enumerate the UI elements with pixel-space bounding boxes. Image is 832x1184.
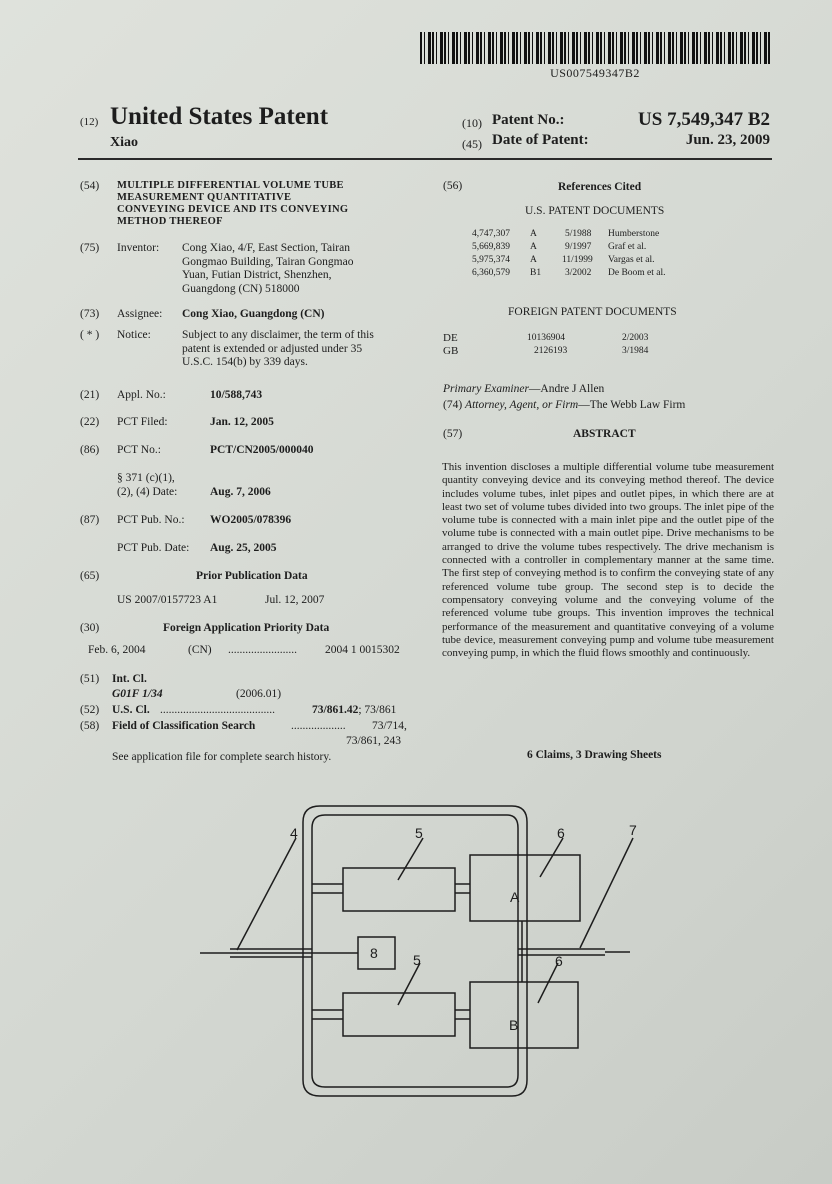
prior-heading: Prior Publication Data bbox=[196, 570, 308, 582]
priority-dots: ........................ bbox=[228, 644, 297, 656]
intcl-class: G01F 1/34 bbox=[112, 688, 163, 700]
label-6-lower: 6 bbox=[555, 953, 563, 969]
code-58: (58) bbox=[80, 720, 100, 732]
see-application: See application file for complete search history. bbox=[112, 751, 332, 763]
inventor-label: Inventor: bbox=[117, 242, 160, 254]
code-30: (30) bbox=[80, 622, 100, 634]
ref-date: 11/1999 bbox=[562, 255, 593, 265]
code-73: (73) bbox=[80, 308, 100, 320]
field-dots: ................... bbox=[291, 720, 346, 732]
field-label: Field of Classification Search bbox=[112, 720, 256, 732]
leader-6a bbox=[540, 838, 563, 877]
pct-no-value: PCT/CN2005/000040 bbox=[210, 444, 314, 456]
title-line: MULTIPLE DIFFERENTIAL VOLUME TUBE bbox=[117, 180, 344, 191]
leader-5a bbox=[398, 838, 423, 880]
document-type: United States Patent bbox=[110, 103, 329, 130]
priority-date: Feb. 6, 2004 bbox=[88, 644, 146, 656]
ref-number: 5,669,839 bbox=[472, 242, 510, 252]
appl-value: 10/588,743 bbox=[210, 389, 263, 401]
examiner-name: —Andre J Allen bbox=[528, 383, 605, 395]
foreign-priority-heading: Foreign Application Priority Data bbox=[163, 622, 330, 634]
label-7: 7 bbox=[629, 822, 637, 838]
label-box-b: B bbox=[509, 1017, 519, 1033]
title-line: METHOD THEREOF bbox=[117, 216, 223, 227]
code-10: (10) bbox=[462, 116, 482, 130]
abstract-heading: ABSTRACT bbox=[573, 428, 636, 440]
abstract-text: This invention discloses a multiple differential volume tube measurement quantity conveying device and its conveying method thereof. The device includes volume tubes, inlet pipes and outlet pipes, in which there are at least two set of volume tubes divided into two groups. The inlet pipe of the volume tube is connected with a main inlet pipe and the outlet pipe of the volume tube is connected with a main outlet pipe. Drive mechanisms to be arranged to drive the volume tubes respectively. The drive mechanism is connected with a controller in complementary manner at the same time. The first step of conveying method is to confirm the conveying state of any referenced volume tube group. The second step is to decide the compensatory conveying volume and the conveying volume of the referenced volume tube groups. This invention improves the technical performance of the measurement and quantitative conveying of a volume tube device, measurement conveying pump and volume tube measurement conveying pump, in which the fluid flows smoothly and continuously. bbox=[442, 461, 774, 660]
foreign-number: 10136904 bbox=[527, 333, 565, 343]
ref-name: Humberstone bbox=[608, 229, 660, 239]
ref-date: 5/1988 bbox=[565, 229, 592, 239]
label-8: 8 bbox=[370, 945, 378, 961]
code-12: (12) bbox=[80, 116, 99, 128]
notice-line: Subject to any disclaimer, the term of this bbox=[182, 329, 374, 341]
s371-value: Aug. 7, 2006 bbox=[210, 486, 271, 498]
ref-name: Vargas et al. bbox=[608, 255, 655, 265]
notice-label: Notice: bbox=[117, 329, 151, 341]
address-line: Yuan, Futian District, Shenzhen, bbox=[182, 269, 332, 281]
prior-number: US 2007/0157723 A1 bbox=[117, 594, 218, 606]
ref-kind: A bbox=[530, 255, 537, 265]
patent-number: US 7,549,347 B2 bbox=[638, 109, 770, 130]
code-21: (21) bbox=[80, 389, 100, 401]
attorney-label: Attorney, Agent, or Firm bbox=[465, 399, 579, 411]
pct-pub-no-value: WO2005/078396 bbox=[210, 514, 292, 526]
uscl-label: U.S. Cl. bbox=[112, 704, 150, 716]
notice-line: U.S.C. 154(b) by 339 days. bbox=[182, 356, 308, 368]
intcl-year: (2006.01) bbox=[236, 688, 282, 700]
claims-summary: 6 Claims, 3 Drawing Sheets bbox=[527, 749, 662, 761]
title-line: MEASUREMENT QUANTITATIVE bbox=[117, 192, 292, 203]
foreign-date: 3/1984 bbox=[622, 346, 649, 356]
ref-name: Graf et al. bbox=[608, 242, 647, 252]
code-45: (45) bbox=[462, 137, 482, 151]
prior-date: Jul. 12, 2007 bbox=[265, 594, 325, 606]
code-notice: ( * ) bbox=[80, 329, 100, 341]
code-74: (74) bbox=[443, 399, 463, 411]
pct-pub-date-value: Aug. 25, 2005 bbox=[210, 542, 277, 554]
foreign-docs-heading: FOREIGN PATENT DOCUMENTS bbox=[508, 306, 677, 318]
pct-pub-date-label: PCT Pub. Date: bbox=[117, 542, 190, 554]
volume-tube-lower bbox=[343, 993, 455, 1036]
references-heading: References Cited bbox=[558, 181, 642, 193]
foreign-country: DE bbox=[443, 332, 458, 344]
code-65: (65) bbox=[80, 570, 100, 582]
ref-kind: B1 bbox=[530, 268, 542, 278]
address-line: Guangdong (CN) 518000 bbox=[182, 282, 300, 295]
foreign-country: GB bbox=[443, 345, 459, 357]
label-4: 4 bbox=[290, 825, 298, 841]
priority-number: 2004 1 0015302 bbox=[325, 644, 400, 656]
foreign-number: 2126193 bbox=[534, 346, 568, 356]
code-51: (51) bbox=[80, 673, 100, 685]
ref-date: 3/2002 bbox=[565, 268, 592, 278]
code-56: (56) bbox=[443, 180, 463, 192]
uscl-secondary: ; 73/861 bbox=[358, 704, 397, 716]
attorney-name: —The Webb Law Firm bbox=[578, 399, 686, 411]
code-57: (57) bbox=[443, 428, 463, 440]
leader-4 bbox=[237, 838, 296, 950]
ref-number: 4,747,307 bbox=[472, 229, 510, 239]
label-6-upper: 6 bbox=[557, 825, 565, 841]
s371-line: (2), (4) Date: bbox=[117, 485, 178, 498]
code-75: (75) bbox=[80, 242, 100, 254]
field-value-1: 73/714, bbox=[372, 720, 407, 732]
intcl-label: Int. Cl. bbox=[112, 673, 147, 685]
pct-filed-value: Jan. 12, 2005 bbox=[210, 416, 274, 428]
outer-pipe-inner bbox=[312, 815, 518, 1087]
ref-date: 9/1997 bbox=[565, 242, 592, 252]
s371-line: § 371 (c)(1), bbox=[117, 472, 175, 484]
leader-5b bbox=[398, 963, 420, 1005]
volume-tube-upper bbox=[343, 868, 455, 911]
pct-pub-no-label: PCT Pub. No.: bbox=[117, 514, 185, 526]
foreign-date: 2/2003 bbox=[622, 333, 649, 343]
us-docs-heading: U.S. PATENT DOCUMENTS bbox=[525, 205, 665, 217]
leader-7 bbox=[580, 838, 633, 948]
title-line: CONVEYING DEVICE AND ITS CONVEYING bbox=[117, 204, 349, 215]
address-line: Gongmao Building, Tairan Gongmao bbox=[182, 255, 354, 268]
code-86: (86) bbox=[80, 444, 100, 456]
ref-number: 6,360,579 bbox=[472, 268, 510, 278]
inventor-surname: Xiao bbox=[110, 135, 138, 150]
assignee-label: Assignee: bbox=[117, 308, 163, 320]
field-value-2: 73/861, 243 bbox=[346, 735, 401, 747]
code-52: (52) bbox=[80, 704, 100, 716]
ref-kind: A bbox=[530, 242, 537, 252]
uscl-dots: ........................................ bbox=[160, 704, 275, 716]
label-5-upper: 5 bbox=[415, 825, 423, 841]
pct-no-label: PCT No.: bbox=[117, 444, 161, 456]
examiner-label: Primary Examiner bbox=[443, 383, 529, 395]
address-line: Cong Xiao, 4/F, East Section, Tairan bbox=[182, 242, 350, 254]
pct-filed-label: PCT Filed: bbox=[117, 416, 168, 428]
outer-pipe-outer bbox=[303, 806, 527, 1096]
notice-line: patent is extended or adjusted under 35 bbox=[182, 342, 363, 355]
priority-country: (CN) bbox=[188, 644, 212, 656]
drive-box-a bbox=[470, 855, 580, 921]
appl-label: Appl. No.: bbox=[117, 389, 166, 401]
barcode-number: US007549347B2 bbox=[550, 66, 640, 80]
ref-name: De Boom et al. bbox=[608, 268, 666, 278]
assignee-value: Cong Xiao, Guangdong (CN) bbox=[182, 308, 325, 320]
code-54: (54) bbox=[80, 180, 100, 192]
leader-6b bbox=[538, 963, 558, 1003]
ref-kind: A bbox=[530, 229, 537, 239]
uscl-primary: 73/861.42 bbox=[312, 704, 359, 716]
code-87: (87) bbox=[80, 514, 100, 526]
code-22: (22) bbox=[80, 416, 100, 428]
patent-date: Jun. 23, 2009 bbox=[685, 132, 770, 148]
date-label: Date of Patent: bbox=[492, 132, 589, 148]
patent-no-label: Patent No.: bbox=[492, 112, 565, 128]
drive-box-b bbox=[470, 982, 578, 1048]
ref-number: 5,975,374 bbox=[472, 255, 510, 265]
label-5-lower: 5 bbox=[413, 952, 421, 968]
label-box-a: A bbox=[510, 889, 520, 905]
